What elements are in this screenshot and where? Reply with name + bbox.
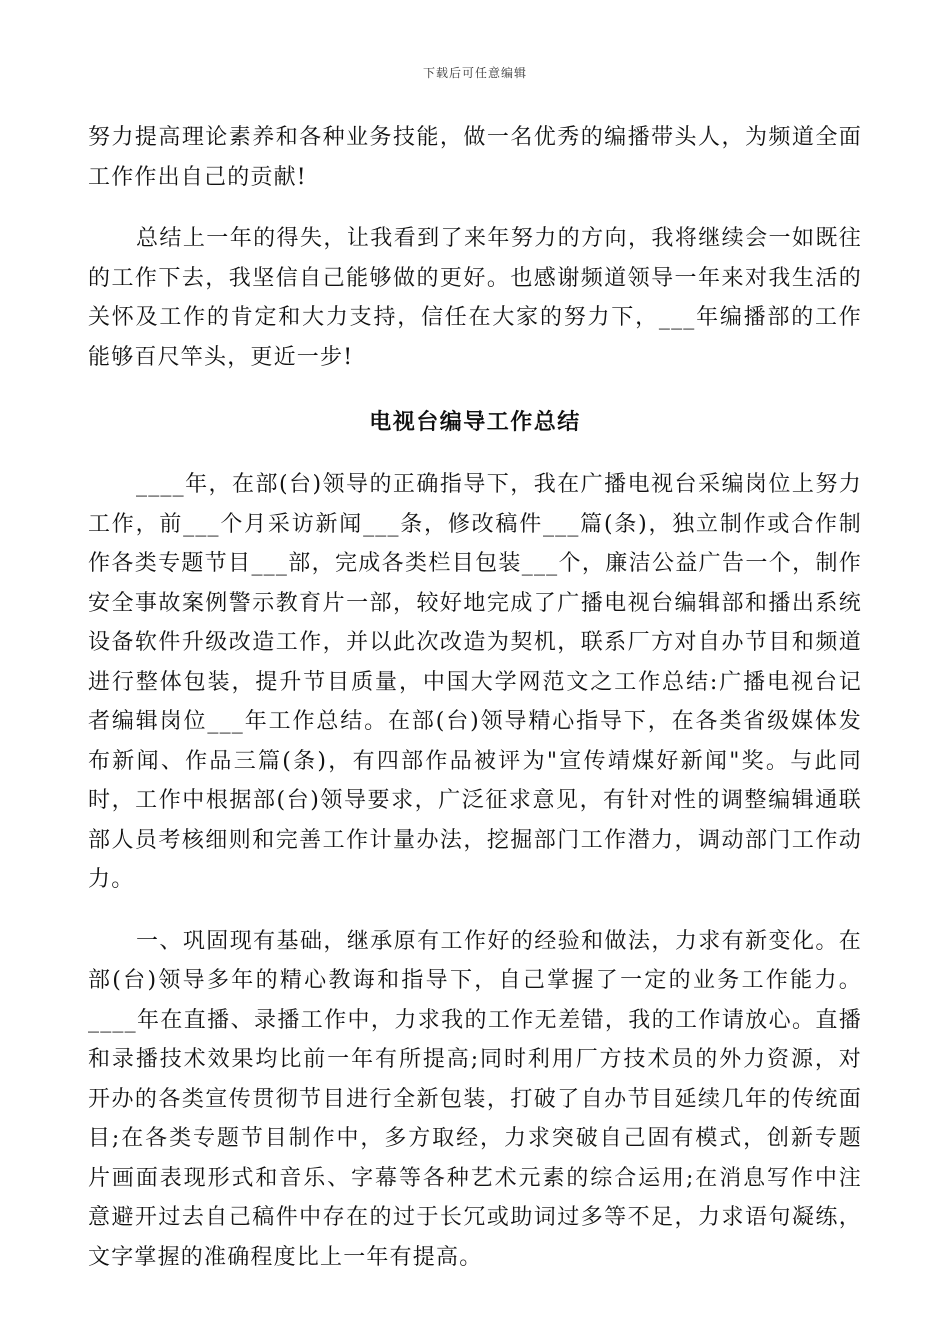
paragraph-continuation: 努力提高理论素养和各种业务技能，做一名优秀的编播带头人，为频道全面工作作出自己的贡献! bbox=[88, 125, 862, 190]
header-note: 下载后可任意编辑 bbox=[422, 66, 527, 80]
paragraph-intro: ____年，在部(台)领导的正确指导下，我在广播电视台采编岗位上努力工作，前___个月采访新闻___条，修改稿件___篇(条)，独立制作或合作制作各类专题节目___部，完成各类栏目包装___个，廉洁公益广告一个，制作安全事故案例警示教育片一部，较好地完成了广播电视台编辑部和播出系统设备软件升级改造工作，并以此次改造为契机，联系厂方对自办节目和频道进行整体包装，提升节目质量，中国大学网范文之工作总结:广播电视台记者编辑岗位___年工作总结。在部(台)领导精心指导下，在各类省级媒体发布新闻、作品三篇(条)，有四部作品被评为"宣传靖煤好新闻"奖。与此同时，工作中根据部(台)领导要求，广泛征求意见，有针对性的调整编辑通联部人员考核细则和完善工作计量办法，挖掘部门工作潜力，调动部门工作动力。 bbox=[88, 472, 862, 892]
section-title: 电视台编导工作总结 bbox=[369, 410, 581, 435]
paragraph-point-one: 一、巩固现有基础，继承原有工作好的经验和做法，力求有新变化。在部(台)领导多年的精心教诲和指导下，自己掌握了一定的业务工作能力。____年在直播、录播工作中，力求我的工作无差错，我的工作请放心。直播和录播技术效果均比前一年有所提高;同时利用厂方技术员的外力资源，对开办的各类宣传贯彻节目进行全新包装，打破了自办节目延续几年的传统面目;在各类专题节目制作中，多方取经，力求突破自己固有模式，创新专题片画面表现形式和音乐、字幕等各种艺术元素的综合运用;在消息写作中注意避开过去自己稿件中存在的过于长冗或助词过多等不足，力求语句凝练，文字掌握的准确程度比上一年有提高。 bbox=[88, 928, 862, 1270]
paragraph-closing: 总结上一年的得失，让我看到了来年努力的方向，我将继续会一如既往的工作下去，我坚信自己能够做的更好。也感谢频道领导一年来对我生活的关怀及工作的肯定和大力支持，信任在大家的努力下，___年编播部的工作能够百尺竿头，更近一步! bbox=[88, 226, 862, 370]
document-body bbox=[88, 118, 862, 1277]
